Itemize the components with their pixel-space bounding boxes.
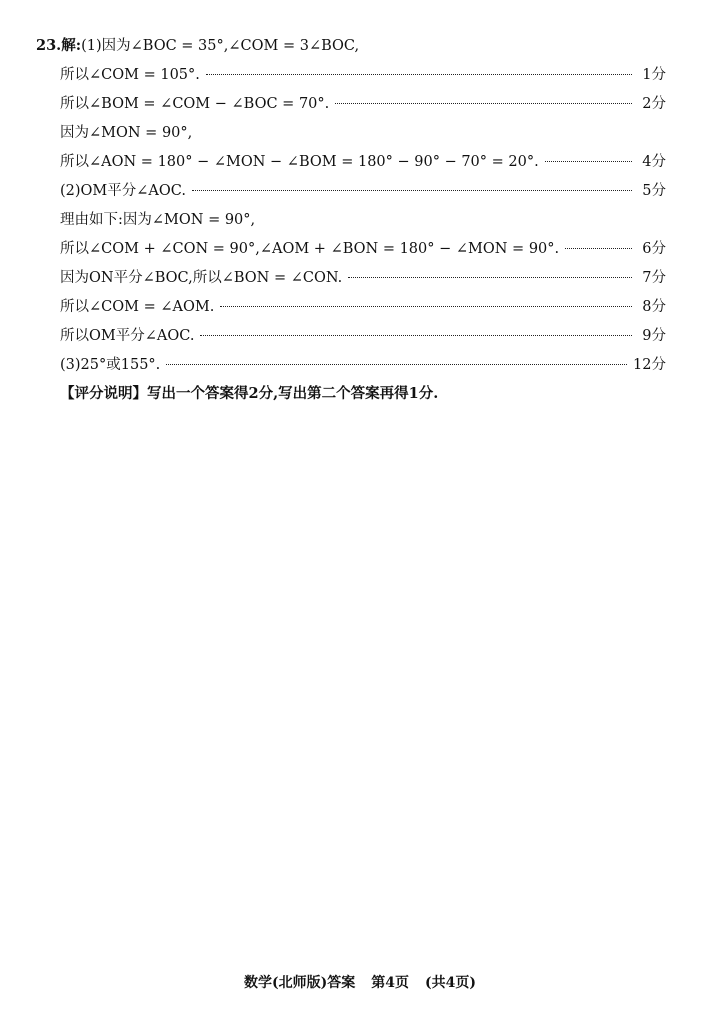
footer-page-number: 第4页 bbox=[371, 975, 409, 991]
solution-line-4 bbox=[36, 121, 666, 150]
score-label: 8分 bbox=[642, 299, 666, 315]
footer-subject: 数学(北师版)答案 bbox=[244, 975, 356, 991]
solution-text: 所以∠COM = ∠AOM. bbox=[60, 299, 215, 315]
solution-line-6 bbox=[36, 179, 666, 208]
solution-line-8 bbox=[36, 237, 666, 266]
solution-text: (1)因为∠BOC = 35°,∠COM = 3∠BOC, bbox=[81, 38, 360, 54]
score-label: 7分 bbox=[642, 270, 666, 286]
solution-line-7 bbox=[36, 208, 666, 237]
solution-line-12 bbox=[36, 353, 666, 382]
dot-leader bbox=[166, 364, 627, 365]
solution-text: 所以∠COM + ∠CON = 90°,∠AOM + ∠BON = 180° − ∠MON = 90°. bbox=[60, 241, 560, 257]
solution-text: 所以OM平分∠AOC. bbox=[60, 328, 195, 344]
solution-text: 所以∠AON = 180° − ∠MON − ∠BOM = 180° − 90° − 70° = 20°. bbox=[60, 154, 539, 170]
scoring-note-line bbox=[36, 382, 666, 411]
solution-text: 理由如下:因为∠MON = 90°, bbox=[60, 212, 256, 228]
solution-line-5 bbox=[36, 150, 666, 179]
page-footer bbox=[0, 972, 720, 992]
score-label: 4分 bbox=[642, 154, 666, 170]
solution-line-2 bbox=[36, 63, 666, 92]
score-label: 2分 bbox=[642, 96, 666, 112]
scoring-note: 【评分说明】写出一个答案得2分,写出第二个答案再得1分. bbox=[60, 385, 439, 402]
solution-text: 所以∠BOM = ∠COM − ∠BOC = 70°. bbox=[60, 96, 330, 112]
solution-line-3 bbox=[36, 92, 666, 121]
solution-line-1 bbox=[36, 34, 666, 63]
solution-text: (3)25°或155°. bbox=[60, 357, 161, 373]
dot-leader bbox=[200, 335, 632, 336]
score-label: 12分 bbox=[633, 357, 666, 373]
question-23-solution bbox=[36, 34, 666, 411]
dot-leader bbox=[192, 190, 632, 191]
dot-leader bbox=[565, 248, 632, 249]
solution-text: 所以∠COM = 105°. bbox=[60, 67, 200, 83]
solution-line-9 bbox=[36, 266, 666, 295]
score-label: 6分 bbox=[642, 241, 666, 257]
solution-line-10 bbox=[36, 295, 666, 324]
solution-text: 因为ON平分∠BOC,所以∠BON = ∠CON. bbox=[60, 270, 343, 286]
score-label: 1分 bbox=[642, 67, 666, 83]
solution-line-11 bbox=[36, 324, 666, 353]
footer-total-pages: (共4页) bbox=[425, 975, 476, 991]
score-label: 5分 bbox=[642, 183, 666, 199]
solution-text: (2)OM平分∠AOC. bbox=[60, 183, 186, 199]
dot-leader bbox=[220, 306, 632, 307]
solution-heading: 解: bbox=[61, 37, 82, 54]
solution-text: 因为∠MON = 90°, bbox=[60, 125, 193, 141]
dot-leader bbox=[206, 74, 632, 75]
dot-leader bbox=[348, 277, 632, 278]
dot-leader bbox=[335, 103, 632, 104]
score-label: 9分 bbox=[642, 328, 666, 344]
question-number: 23. bbox=[36, 37, 62, 54]
dot-leader bbox=[545, 161, 632, 162]
